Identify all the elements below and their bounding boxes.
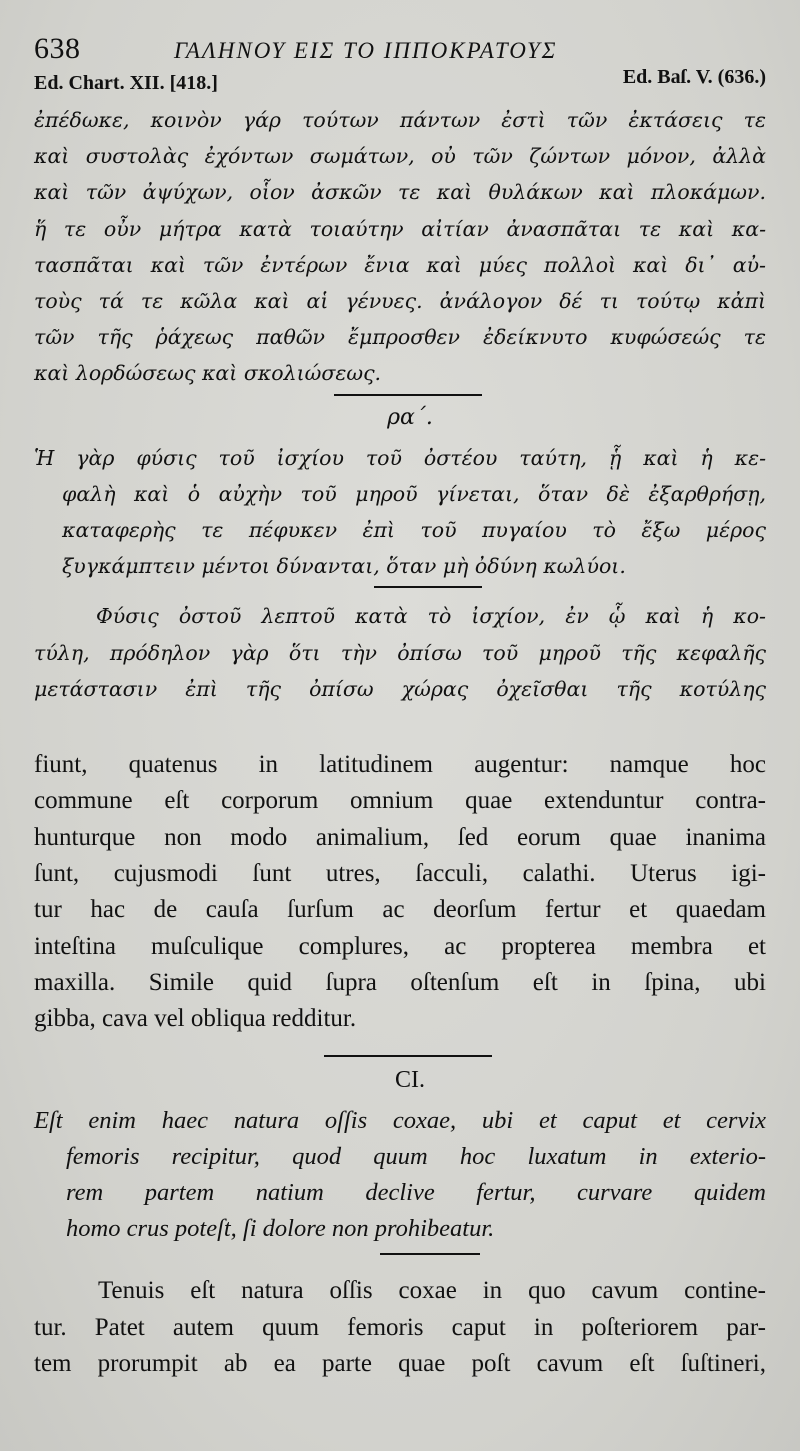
page-number: 638: [34, 32, 81, 65]
text-line: ſunt, cujusmodi ſunt utres, ſacculi, calathi. Uterus igi-: [34, 859, 766, 887]
greek-commentary: [34, 598, 766, 707]
text-line: καὶ λορδώσεως καὶ σκολιώσεως.: [34, 361, 382, 386]
latin-commentary: [34, 1273, 766, 1382]
text-line: τῶν τῆς ῥάχεως παθῶν ἔμπροσθεν ἐδείκνυτο κυφώσεώς τε: [34, 325, 766, 350]
text-line: homo crus poteſt, ſi dolore non prohibeatur.: [66, 1215, 495, 1243]
greek-section-number: ρα΄.: [387, 404, 433, 430]
text-line: τύλη, πρόδηλον γὰρ ὅτι τὴν ὀπίσω τοῦ μηροῦ τῆς κεφαλῆς: [34, 640, 766, 665]
text-line: φαλὴ καὶ ὁ αὐχὴν τοῦ μηροῦ γίνεται, ὅταν δὲ ἐξαρθρήσῃ,: [62, 481, 766, 506]
text-line: gibba, cava vel obliqua redditur.: [34, 1005, 357, 1033]
text-line: tur hac de cauſa ſurſum ac deorſum fertur et quaedam: [34, 896, 766, 924]
greek-commentary-continuation: [34, 102, 766, 392]
text-line: femoris recipitur, quod quum hoc luxatum in exterio-: [66, 1143, 766, 1171]
running-title: ΓΑΛΗΝΟΥ ΕΙΣ ΤΟ ΙΠΠΟΚΡΑΤΟΥΣ: [174, 38, 558, 63]
section-divider: [374, 586, 482, 588]
edition-references: [34, 66, 766, 102]
text-line: Tenuis eſt natura oſſis coxae in quo cavum contine-: [98, 1277, 766, 1305]
text-line: commune eſt corporum omnium quae extenduntur contra-: [34, 787, 766, 815]
text-line: hunturque non modo animalium, ſed eorum quae inanima: [34, 823, 766, 851]
text-line: tur. Patet autem quum femoris caput in poſteriorem par-: [34, 1313, 766, 1341]
text-line: fiunt, quatenus in latitudinem augentur: namque hoc: [34, 751, 766, 779]
text-line: Eſt enim haec natura oſſis coxae, ubi et caput et cervix: [34, 1107, 766, 1135]
text-line: καταφερὴς τε πέφυκεν ἐπὶ τοῦ πυγαίου τὸ ἔξω μέρος: [62, 518, 766, 543]
latin-aphorism: [34, 1103, 766, 1247]
text-line: ἐπέδωκε, κοινὸν γάρ τούτων πάντων ἐστὶ τῶν ἐκτάσεις τε: [34, 108, 766, 132]
text-line: ξυγκάμπτειν μέντοι δύνανται, ὅταν μὴ ὀδύνη κωλύοι.: [62, 554, 626, 579]
edition-chartier-reference: Ed. Chart. XII. [418.]: [34, 72, 218, 94]
section-divider: [380, 1253, 480, 1255]
text-line: maxilla. Simile quid ſupra oſtenſum eſt in ſpina, ubi: [34, 968, 766, 996]
text-line: τοὺς τά τε κῶλα καὶ αἱ γένυες. ἀνάλογον δέ τι τούτῳ κἀπὶ: [34, 289, 766, 314]
text-line: inteſtina muſculique complures, ac propterea membra et: [34, 932, 766, 960]
edition-basel-reference: Ed. Baſ. V. (636.): [622, 66, 766, 88]
text-line: καὶ συστολὰς ἐχόντων σωμάτων, οὐ τῶν ζώντων μόνον, ἀλλὰ: [34, 144, 766, 169]
text-line: ἥ τε οὖν μήτρα κατὰ τοιαύτην αἰτίαν ἀνασπᾶται τε καὶ κα-: [34, 216, 766, 241]
text-line: Φύσις ὀστοῦ λεπτοῦ κατὰ τὸ ἰσχίον, ἐν ᾧ καὶ ἡ κο-: [96, 604, 766, 629]
text-line: καὶ τῶν ἀψύχων, οἷον ἀσκῶν τε καὶ θυλάκων καὶ πλοκάμων.: [34, 180, 766, 205]
text-line: rem partem natium declive fertur, curvare quidem: [66, 1179, 766, 1207]
latin-section-number: CI.: [395, 1067, 425, 1094]
latin-commentary-continuation: [34, 747, 766, 1037]
greek-aphorism: [34, 440, 766, 585]
text-line: μετάστασιν ἐπὶ τῆς ὀπίσω χώρας ὀχεῖσθαι τῆς κοτύλης: [34, 676, 766, 701]
text-line: Ἡ γὰρ φύσις τοῦ ἰσχίου τοῦ ὀστέου ταύτη, ᾗ καὶ ἡ κε-: [34, 445, 766, 470]
text-line: τασπᾶται καὶ τῶν ἐντέρων ἔνια καὶ μύες πολλοὶ καὶ δι᾽ αὐ-: [34, 252, 766, 277]
text-line: tem prorumpit ab ea parte quae poſt cavum eſt ſuſtineri,: [34, 1350, 766, 1378]
